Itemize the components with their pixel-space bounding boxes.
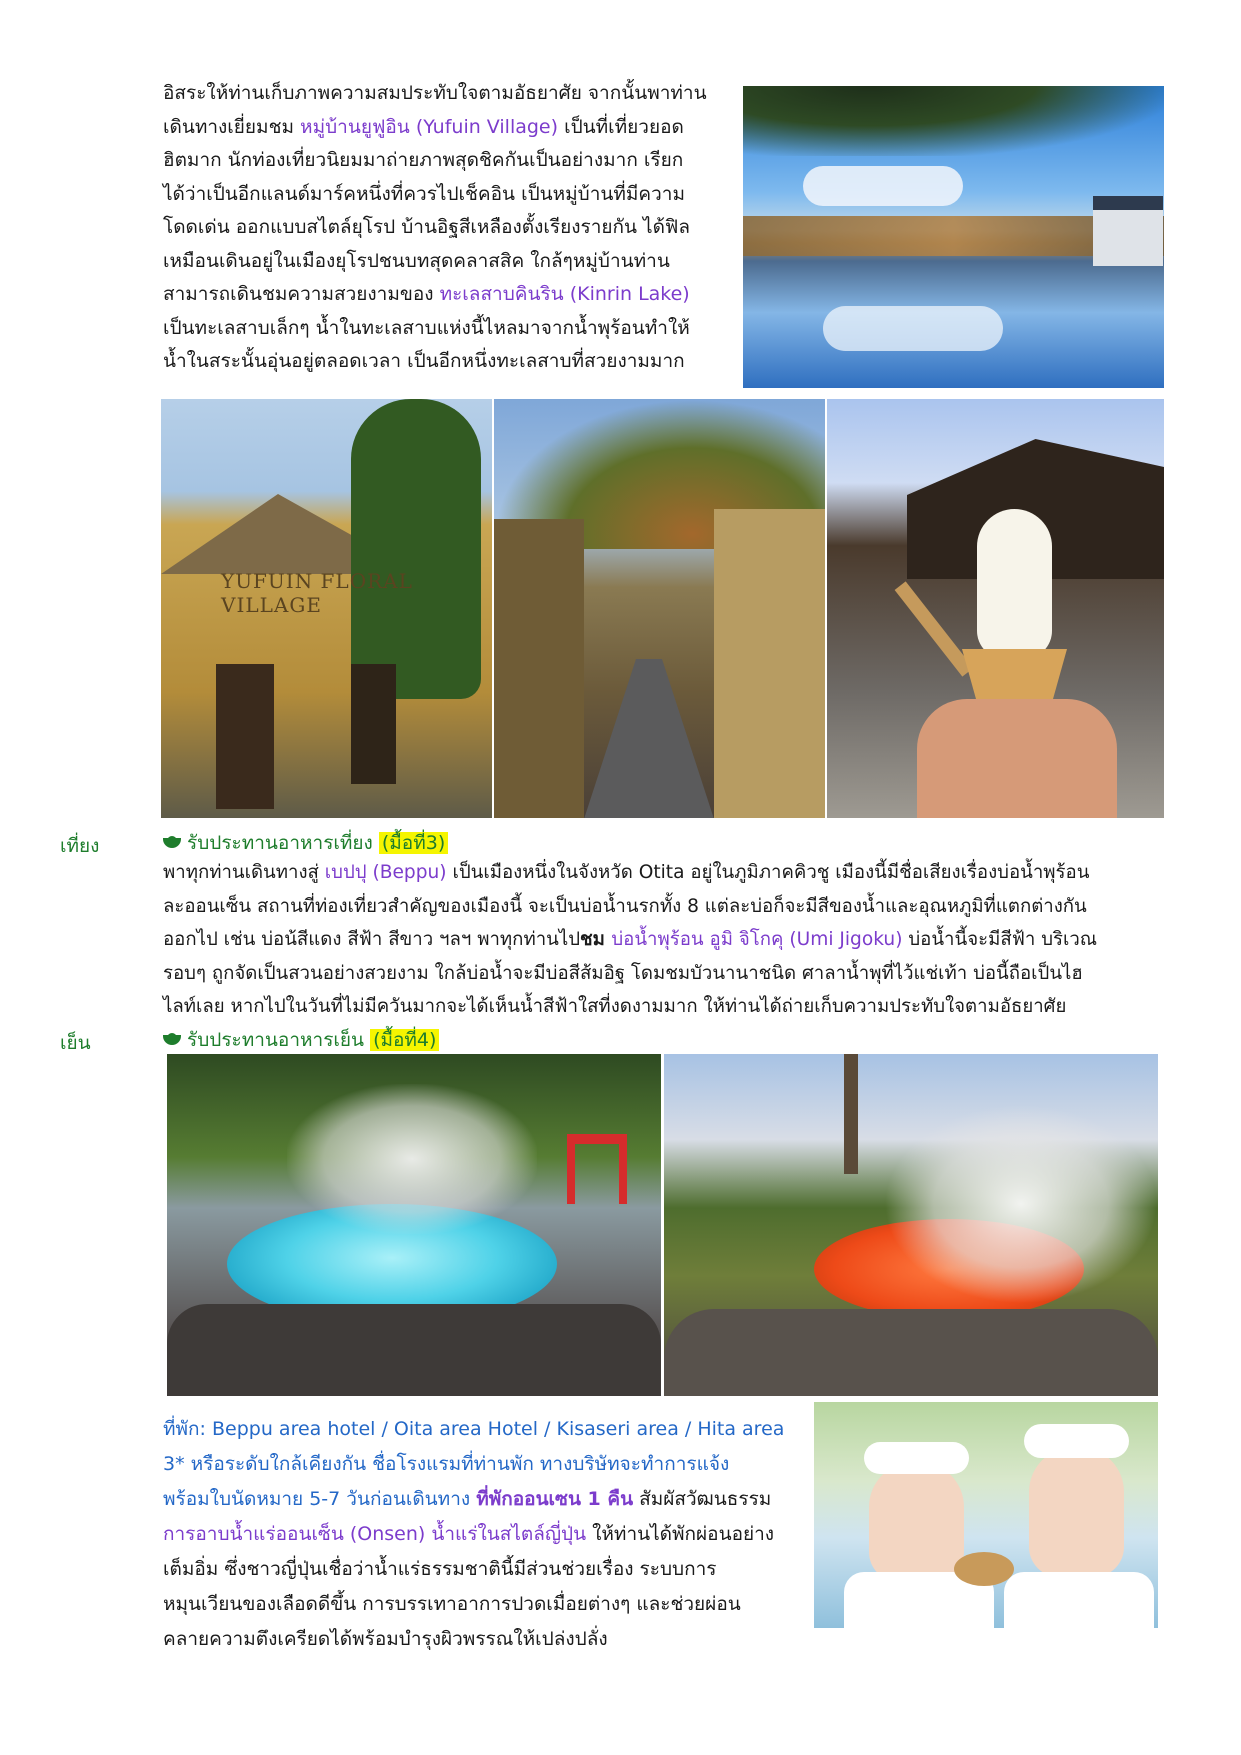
lunch-time-label: เที่ยง — [60, 835, 100, 857]
beppu-line-4: รอบๆ ถูกจัดเป็นสวนอย่างสวยงาม ใกล้บ่อน้ำจะมีบ่อสีส้มอิฐ โดมชมบัวนานาชนิด ศาลาน้ำพุที่ไว้แช่เท้า บ่อนี้ถือเป็นไฮ — [163, 962, 1083, 984]
red-hot-spring-pond-photo — [664, 1054, 1158, 1396]
umi-jigoku-blue-pond-photo — [167, 1054, 661, 1396]
intro-paragraph — [163, 77, 733, 379]
hotel-line-7: คลายความตึงเครียดได้พร้อมบำรุงผิวพรรณให้เปล่งปลั่ง — [163, 1628, 608, 1650]
soft-serve-ice-cream-photo — [827, 399, 1164, 818]
intro-line-8: เป็นทะเลสาบเล็กๆ น้ำในทะเลสาบแห่งนี้ไหลมาจากน้ำพุร้อนทำให้ — [163, 316, 690, 339]
onsen-bathing-link: การอาบน้ำแร่ออนเซ็น (Onsen) น้ำแร่ในสไตล์ญี่ปุ่น — [163, 1523, 587, 1545]
hotel-line-1: ที่พัก: Beppu area hotel / Oita area Hotel / Kisaseri area / Hita area — [163, 1418, 785, 1440]
beppu-line-1: พาทุกท่านเดินทางสู่ เบปปุ (Beppu) เป็นเมืองหนึ่งในจังหวัด Otita อยู่ในภูมิภาคคิวชู เมืองนี้มีชื่อเสียงเรื่องบ่อน้ำพุร้อน — [163, 862, 1090, 883]
hotel-paragraph — [163, 1412, 803, 1657]
floral-village-sign: YUFUIN FLORAL VILLAGE — [221, 569, 413, 617]
intro-line-1: อิสระให้ท่านเก็บภาพความสมประทับใจตามอัธยาศัย จากนั้นพาท่าน — [163, 82, 707, 104]
beppu-paragraph — [163, 856, 1163, 1024]
hotel-line-3: พร้อมใบนัดหมาย 5-7 วันก่อนเดินทาง ที่พักออนเซน 1 คืน สัมผัสวัฒนธรรม — [163, 1488, 772, 1510]
hotel-line-2: 3* หรือระดับใกล้เคียงกัน ชื่อโรงแรมที่ท่านพัก ทางบริษัทจะทำการแจ้ง — [163, 1453, 730, 1475]
dinner-time-label: เย็น — [60, 1032, 91, 1054]
intro-line-3: ฮิตมาก นักท่องเที่ยวนิยมมาถ่ายภาพสุดชิคกันเป็นอย่างมาก เรียก — [163, 149, 684, 171]
hotel-line-6: หมุนเวียนของเลือดดีขึ้น การบรรเทาอาการปวดเมื่อยต่างๆ และช่วยผ่อน — [163, 1593, 741, 1615]
yufuin-floral-village-photo — [161, 399, 492, 818]
hotel-line-5: เต็มอิ่ม ซึ่งชาวญี่ปุ่นเชื่อว่าน้ำแร่ธรรมชาตินี้มีส่วนช่วยเรื่อง ระบบการ — [163, 1558, 717, 1580]
intro-line-9: น้ำในสระนั้นอุ่นอยู่ตลอดเวลา เป็นอีกหนึ่งทะเลสาบที่สวยงามมาก — [163, 350, 685, 372]
lunch-meal-number: (มื้อที่3) — [379, 832, 448, 854]
dinner-meal-line: รับประทานอาหารเย็น (มื้อที่4) — [163, 1026, 439, 1054]
yufuin-village-link: หมู่บ้านยูฟูอิน (Yufuin Village) — [300, 115, 559, 138]
village-alley-photo — [494, 399, 825, 818]
hotel-line-4: การอาบน้ำแร่ออนเซ็น (Onsen) น้ำแร่ในสไตล์ญี่ปุ่น ให้ท่านได้พักผ่อนอย่าง — [163, 1523, 775, 1545]
umi-jigoku-link: บ่อน้ำพุร้อน อูมิ จิโกคุ (Umi Jigoku) — [611, 929, 903, 950]
onsen-night-highlight: ที่พักออนเซน 1 คืน — [476, 1488, 634, 1510]
intro-line-7: สามารถเดินชมความสวยงามของ ทะเลสาบคินริน (Kinrin Lake) — [163, 283, 690, 305]
intro-line-2: เดินทางเยี่ยมชม หมู่บ้านยูฟูอิน (Yufuin Village) เป็นที่เที่ยวยอด — [163, 115, 684, 138]
beppu-line-5: ไลท์เลย หากไปในวันที่ไม่มีควันมากจะได้เห็นน้ำสีฟ้าใสที่งดงามมาก ให้ท่านได้ถ่ายเก็บความประทับใจตามอัธยาศัย — [163, 996, 1067, 1017]
beppu-line-3: ออกไป เช่น บ่อน้สีแดง สีฟ้า สีขาว ฯลฯ พาทุกท่านไปชม บ่อน้ำพุร้อน อูมิ จิโกคุ (Umi Jigoku) บ่อน้ำนี้จะมีสีฟ้า บริเวณ — [163, 929, 1098, 950]
meal-bowl-icon — [163, 1033, 181, 1047]
intro-line-6: เหมือนเดินอยู่ในเมืองยุโรปชนบทสุดคลาสสิค ใกล้ๆหมู่บ้านท่าน — [163, 249, 670, 272]
lunch-meal-line: รับประทานอาหารเที่ยง (มื้อที่3) — [163, 829, 448, 857]
dinner-meal-number: (มื้อที่4) — [370, 1029, 439, 1051]
intro-line-4: ได้ว่าเป็นอีกแลนด์มาร์คหนึ่งที่ควรไปเช็คอิน เป็นหมู่บ้านที่มีความ — [163, 182, 685, 205]
kinrin-lake-photo — [743, 86, 1164, 388]
beppu-link: เบปปุ (Beppu) — [324, 862, 447, 883]
intro-line-5: โดดเด่น ออกแบบสไตล์ยุโรป บ้านอิฐสีเหลืองตั้งเรียงรายกัน ได้ฟิล — [163, 216, 691, 238]
beppu-line-2: ละออนเซ็น สถานที่ท่องเที่ยวสำคัญของเมืองนี้ จะเป็นบ่อน้ำนรกทั้ง 8 แต่ละบ่อก็จะมีสีของน้ำและอุณหภูมิที่แตกต่างกัน — [163, 895, 1087, 917]
meal-bowl-icon — [163, 836, 181, 850]
kinrin-lake-link: ทะเลสาบคินริน (Kinrin Lake) — [439, 283, 690, 305]
onsen-women-photo — [814, 1402, 1158, 1628]
